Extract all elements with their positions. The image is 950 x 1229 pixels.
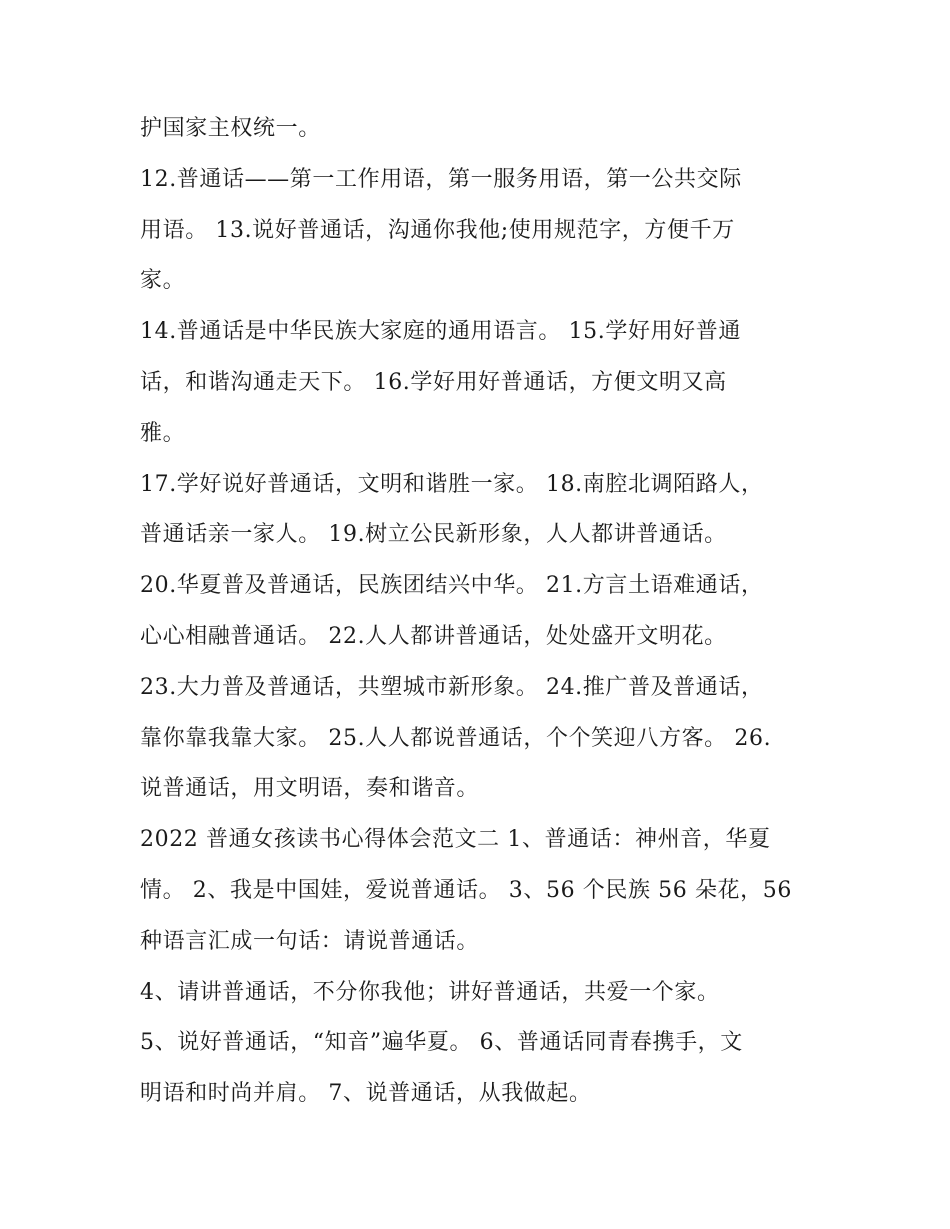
- text-line: 心心相融普通话。 22.人人都讲普通话，处处盛开文明花。: [140, 623, 727, 649]
- text-line: 家。: [140, 268, 186, 294]
- text-line: 普通话亲一家人。 19.树立公民新形象，人人都讲普通话。: [140, 522, 727, 548]
- text-line: 靠你靠我靠大家。 25.人人都说普通话，个个笑迎八方客。 26.: [140, 725, 772, 751]
- text-line: 12.普通话——第一工作用语，第一服务用语，第一公共交际: [140, 166, 742, 192]
- text-line: 话，和谐沟通走天下。 16.学好用好普通话，方便文明又高: [140, 369, 727, 395]
- text-line: 说普通话，用文明语，奏和谐音。: [140, 776, 480, 802]
- text-line: 护国家主权统一。: [140, 116, 321, 141]
- text-line: 2022 普通女孩读书心得体会范文二 1、普通话：神州音，华夏: [140, 827, 771, 853]
- text-line: 用语。 13.说好普通话，沟通你我他;使用规范字，方便千万: [140, 217, 735, 243]
- text-line: 种语言汇成一句话：请说普通话。: [140, 928, 480, 954]
- text-line: 4、请讲普通话，不分你我他；讲好普通话，共爱一个家。: [140, 979, 720, 1005]
- text-line: 5、说好普通话，“知音”遍华夏。 6、普通话同青春携手，文: [140, 1030, 743, 1056]
- document-body: [140, 104, 820, 1120]
- text-line: 14.普通话是中华民族大家庭的通用语言。 15.学好用好普通: [140, 319, 741, 345]
- text-line: 明语和时尚并肩。 7、说普通话，从我做起。: [140, 1081, 592, 1107]
- text-line: 17.学好说好普通话，文明和谐胜一家。 18.南腔北调陌路人，: [140, 471, 764, 497]
- text-line: 20.华夏普及普通话，民族团结兴中华。 21.方言土语难通话，: [140, 573, 764, 599]
- text-line: 情。 2、我是中国娃，爱说普通话。 3、56 个民族 56 朵花，56: [140, 877, 792, 903]
- text-line: 23.大力普及普通话，共塑城市新形象。 24.推广普及普通话，: [140, 674, 764, 700]
- text-line: 雅。: [140, 420, 186, 446]
